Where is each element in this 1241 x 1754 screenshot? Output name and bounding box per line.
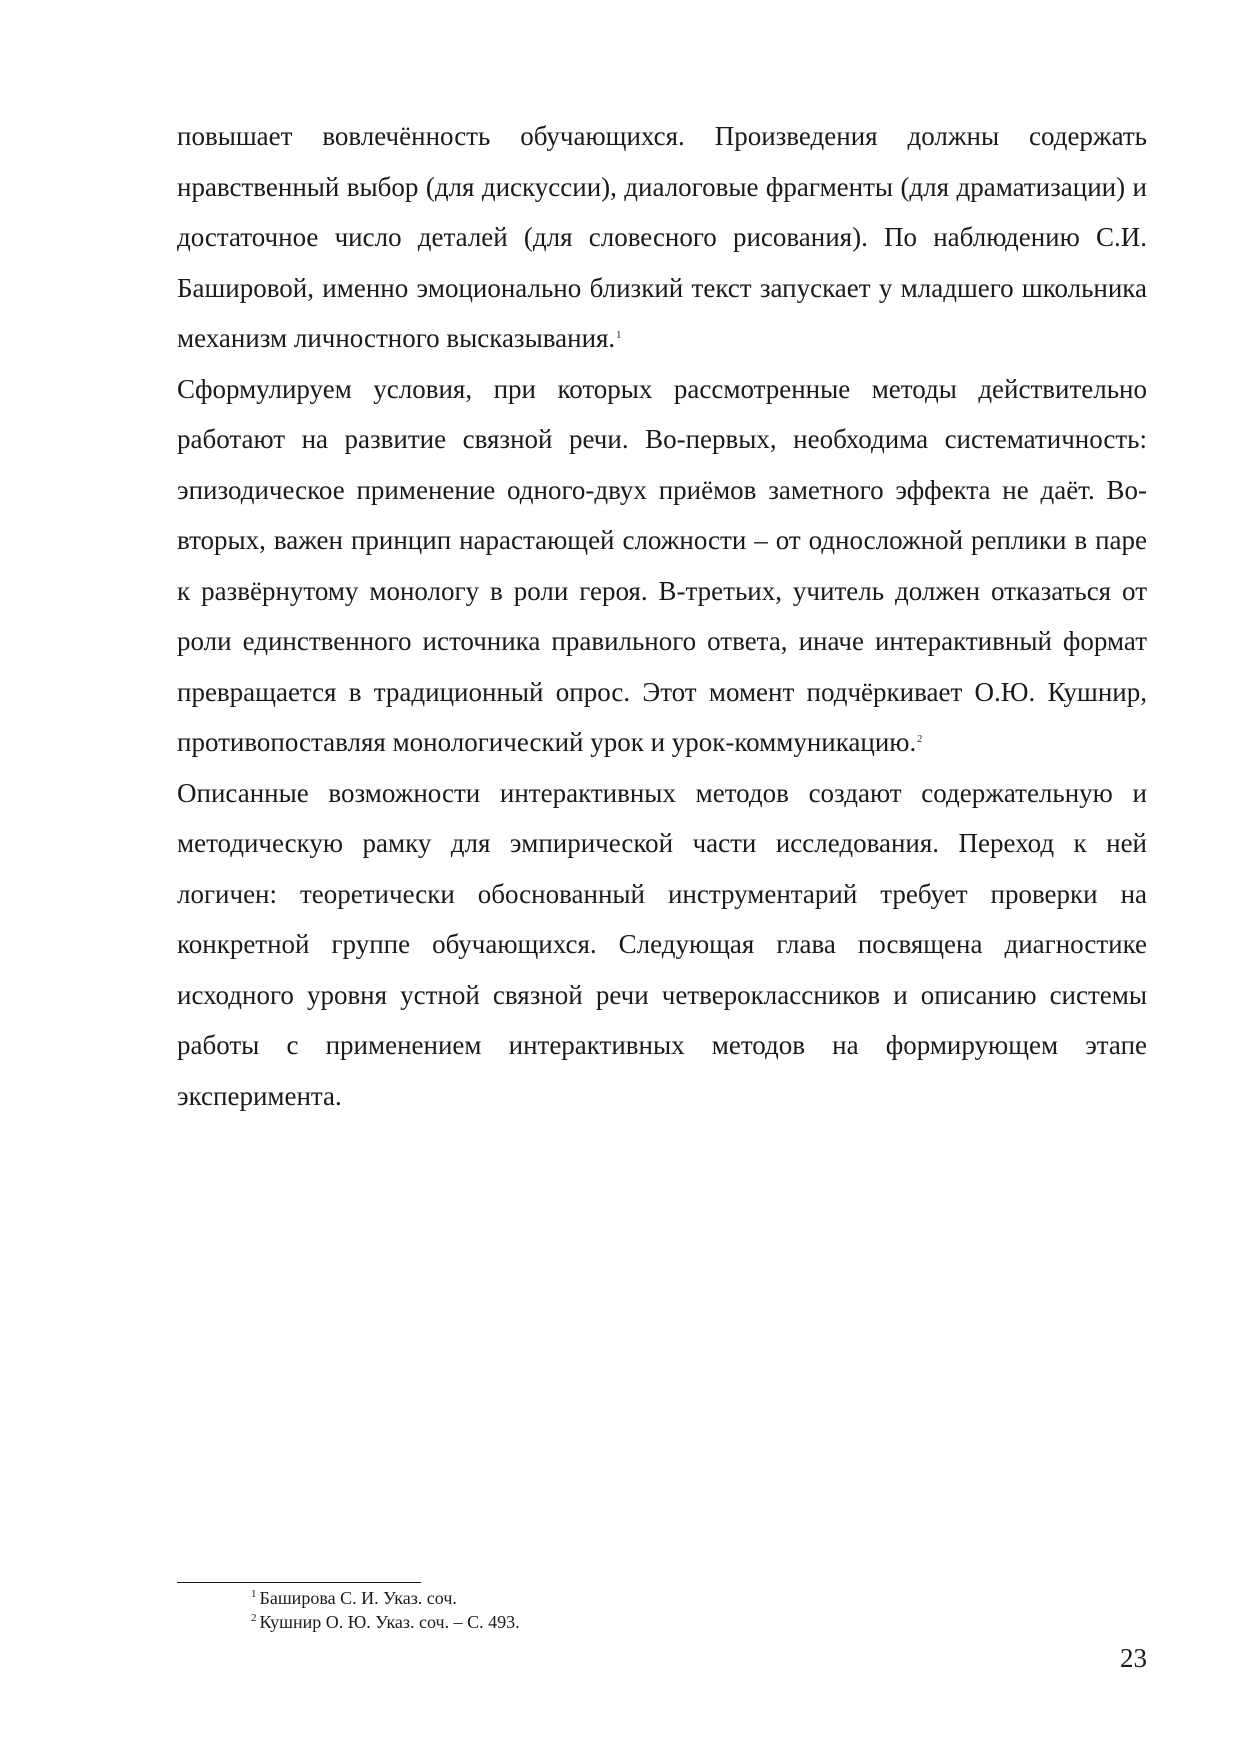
footnote-number: 1: [251, 1588, 257, 1600]
footnote-2: [251, 1610, 1051, 1634]
footnote-1: [251, 1586, 1051, 1610]
footnote-ref-2[interactable]: 2: [917, 734, 923, 745]
paragraph-text: Сформулируем условия, при которых рассмотренные методы действительно работают на развитие связной речи. Во-первых, необходима систематичность: эпизодическое применение одного-двух приёмов заметного эффекта не даёт. Во-вторых, важен принцип нарастающей сложности – от односложной реплики в паре к развёрнутому монологу в роли героя. В-третьих, учитель должен отказаться от роли единственного источника правильного ответа, иначе интерактивный формат превращается в традиционный опрос. Этот момент подчёркивает О.Ю. Кушнир, противопоставляя монологический урок и урок-коммуникацию.: [177, 373, 1147, 757]
body-text: [177, 111, 1147, 1121]
footnote-number: 2: [251, 1612, 257, 1624]
page-number: 23: [1120, 1643, 1147, 1673]
footnote-ref-1[interactable]: 1: [616, 330, 622, 341]
paragraph-3: [177, 768, 1147, 1122]
footnote-text: Баширова С. И. Указ. соч.: [259, 1588, 457, 1608]
footnote-separator: [177, 1582, 421, 1583]
footnote-text: Кушнир О. Ю. Указ. соч. – С. 493.: [259, 1612, 520, 1632]
footnotes: [251, 1586, 1051, 1634]
paragraph-text: повышает вовлечённость обучающихся. Произведения должны содержать нравственный выбор (для дискуссии), диалоговые фрагменты (для драматизации) и достаточное число деталей (для словесного рисования). По наблюдению С.И. Башировой, именно эмоционально близкий текст запускает у младшего школьника механизм личностного высказывания.: [177, 121, 1147, 353]
paragraph-1: [177, 111, 1147, 364]
paragraph-2: [177, 364, 1147, 768]
paragraph-text: Описанные возможности интерактивных методов создают содержательную и методическую рамку для эмпирической части исследования. Переход к ней логичен: теоретически обоснованный инструментарий требует проверки на конкретной группе обучающихся. Следующая глава посвящена диагностике исходного уровня устной связной речи четвероклассников и описанию системы работы с применением интерактивных методов на формирующем этапе эксперимента.: [177, 777, 1147, 1111]
